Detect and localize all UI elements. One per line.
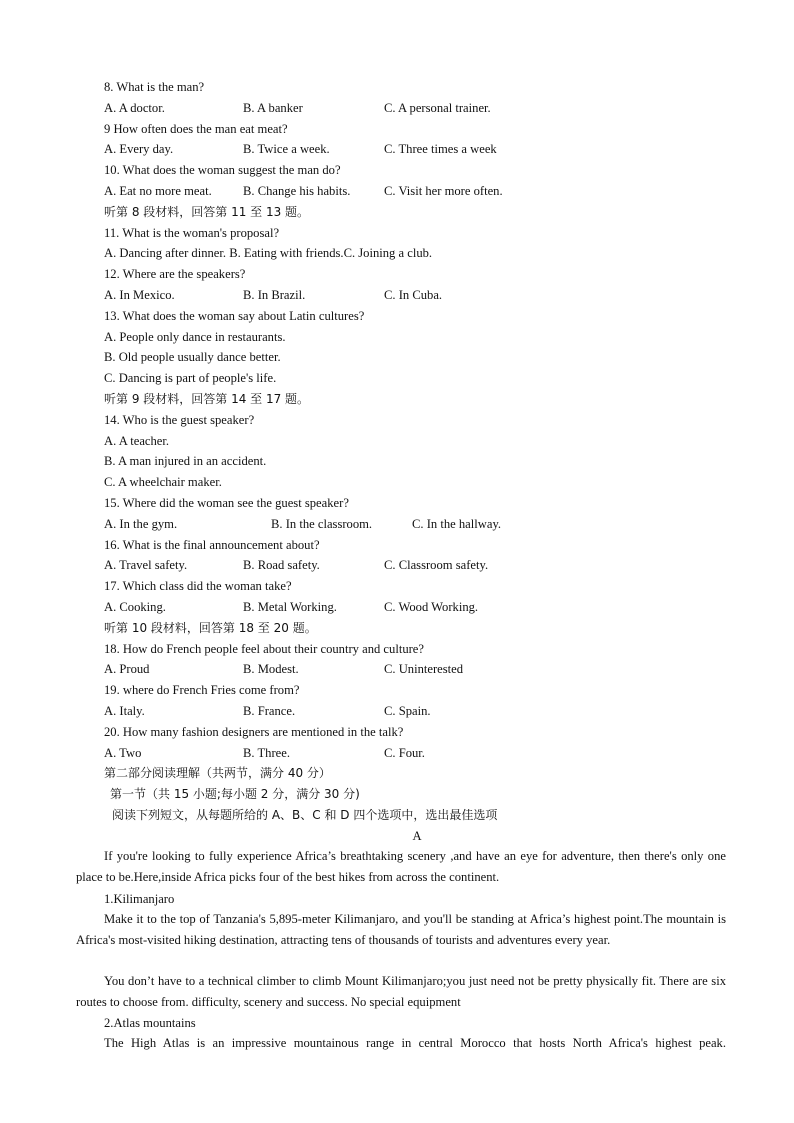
section-9-heading: 听第 9 段材料，回答第 14 至 17 题。: [104, 392, 310, 406]
question-15-option-b: B. In the classroom.: [271, 517, 373, 531]
question-13-option-c: C. Dancing is part of people's life.: [104, 371, 277, 385]
paragraph-kilimanjaro-1: Make it to the top of Tanzania's 5,895-meter Kilimanjaro, and you'll be standing at Africa’s highest point.The mountain is Africa's most-visited hiking destination, attracting tens of thousands of tourists and adventures every year.: [76, 912, 726, 947]
question-18-option-a: A. Proud: [104, 662, 150, 676]
question-15-option-a: A. In the gym.: [104, 517, 178, 531]
question-17-stem: 17. Which class did the woman take?: [104, 579, 292, 593]
question-10-stem: 10. What does the woman suggest the man do?: [104, 163, 341, 177]
question-20-option-b: B. Three.: [243, 746, 290, 760]
subheading-kilimanjaro: 1.Kilimanjaro: [104, 892, 175, 906]
question-9-option-b: B. Twice a week.: [243, 142, 330, 156]
question-13-option-b: B. Old people usually dance better.: [104, 350, 281, 364]
question-12-stem: 12. Where are the speakers?: [104, 267, 246, 281]
passage-label: A: [412, 829, 422, 843]
question-19-option-b: B. France.: [243, 704, 296, 718]
question-18-stem: 18. How do French people feel about their country and culture?: [104, 642, 424, 656]
question-16-option-c: C. Classroom safety.: [384, 558, 489, 572]
question-8-option-a: A. A doctor.: [104, 101, 165, 115]
subheading-atlas: 2.Atlas mountains: [104, 1016, 196, 1030]
question-14-option-a: A. A teacher.: [104, 434, 170, 448]
question-14-option-c: C. A wheelchair maker.: [104, 475, 222, 489]
question-15-stem: 15. Where did the woman see the guest speaker?: [104, 496, 349, 510]
question-10-option-c: C. Visit her more often.: [384, 184, 503, 198]
question-20-option-a: A. Two: [104, 746, 142, 760]
question-14-stem: 14. Who is the guest speaker?: [104, 413, 255, 427]
reading-instruction: 阅读下列短文，从每题所给的 A、B、C 和 D 四个选项中，选出最佳选项: [112, 808, 498, 822]
section-one-heading: 第一节（共 15 小题;每小题 2 分，满分 30 分): [110, 787, 360, 801]
question-19-stem: 19. where do French Fries come from?: [104, 683, 300, 697]
question-9-option-c: C. Three times a week: [384, 142, 497, 156]
question-9-stem: 9 How often does the man eat meat?: [104, 122, 288, 136]
question-10-option-a: A. Eat no more meat.: [104, 184, 212, 198]
section-10-heading: 听第 10 段材料，回答第 18 至 20 题。: [104, 621, 317, 635]
question-14-option-b: B. A man injured in an accident.: [104, 454, 267, 468]
question-20-stem: 20. How many fashion designers are mentioned in the talk?: [104, 725, 404, 739]
question-10-option-b: B. Change his habits.: [243, 184, 351, 198]
question-16-option-a: A. Travel safety.: [104, 558, 188, 572]
question-8-option-c: C. A personal trainer.: [384, 101, 491, 115]
question-16-stem: 16. What is the final announcement about?: [104, 538, 320, 552]
question-19-option-c: C. Spain.: [384, 704, 431, 718]
question-17-option-b: B. Metal Working.: [243, 600, 337, 614]
question-15-option-c: C. In the hallway.: [412, 517, 502, 531]
question-13-option-a: A. People only dance in restaurants.: [104, 330, 286, 344]
question-12-option-a: A. In Mexico.: [104, 288, 175, 302]
question-9-option-a: A. Every day.: [104, 142, 174, 156]
question-8-option-b: B. A banker: [243, 101, 303, 115]
question-16-option-b: B. Road safety.: [243, 558, 320, 572]
question-17-option-c: C. Wood Working.: [384, 600, 479, 614]
section-8-heading: 听第 8 段材料，回答第 11 至 13 题。: [104, 205, 310, 219]
question-12-option-b: B. In Brazil.: [243, 288, 306, 302]
question-20-option-c: C. Four.: [384, 746, 425, 760]
question-18-option-c: C. Uninterested: [384, 662, 464, 676]
question-17-option-a: A. Cooking.: [104, 600, 166, 614]
paragraph-kilimanjaro-2: You don’t have to a technical climber to climb Mount Kilimanjaro;you just need not be pretty physically fit. There are six routes to choose from. difficulty, scenery and success. No special equipment: [76, 974, 726, 1009]
question-8-stem: 8. What is the man?: [104, 80, 205, 94]
question-13-stem: 13. What does the woman say about Latin cultures?: [104, 309, 365, 323]
question-11-options: A. Dancing after dinner. B. Eating with friends.C. Joining a club.: [104, 246, 433, 260]
passage-intro: If you're looking to fully experience Africa’s breathtaking scenery ,and have an eye for adventure, then there's only one place to be.Here,inside Africa picks four of the best hikes from across the continent.: [76, 849, 726, 884]
question-19-option-a: A. Italy.: [104, 704, 145, 718]
question-11-stem: 11. What is the woman's proposal?: [104, 226, 280, 240]
question-18-option-b: B. Modest.: [243, 662, 299, 676]
part-two-heading: 第二部分阅读理解（共两节，满分 40 分）: [104, 766, 331, 780]
question-12-option-c: C. In Cuba.: [384, 288, 443, 302]
paragraph-atlas: The High Atlas is an impressive mountainous range in central Morocco that hosts North Africa's highest peak.: [104, 1036, 726, 1050]
